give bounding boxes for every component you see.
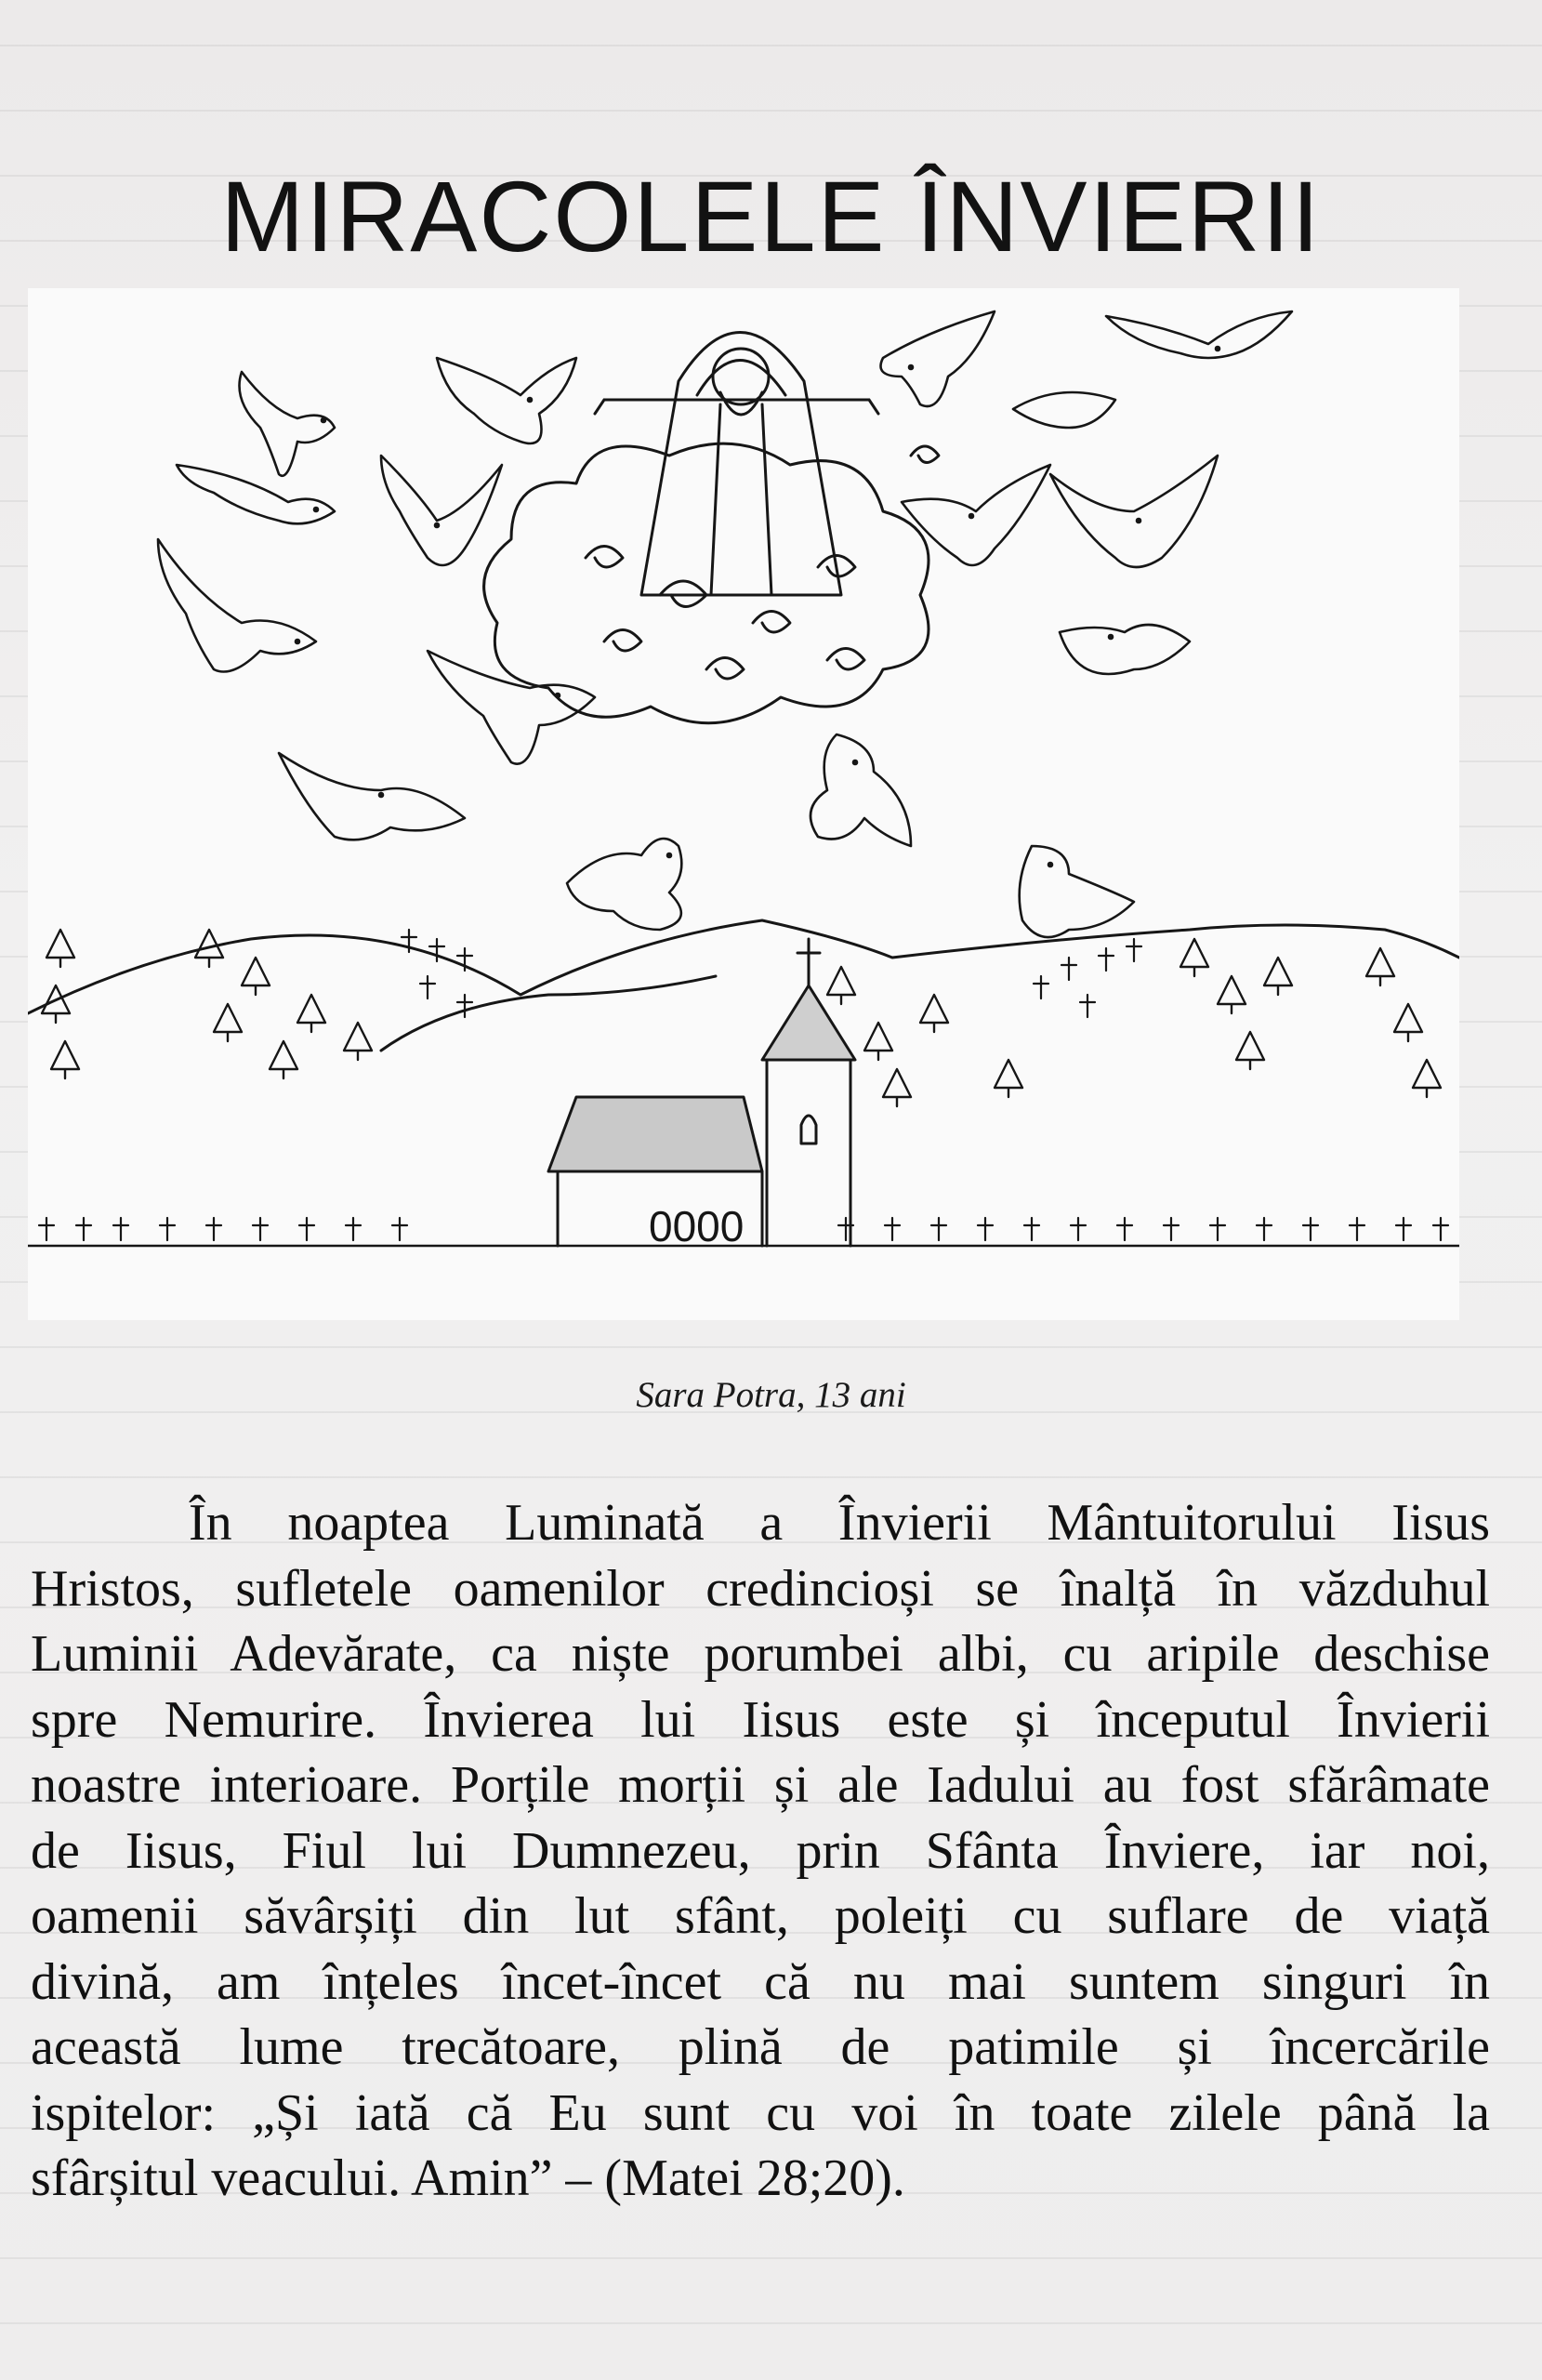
child-drawing-resurrection [28,288,1459,1320]
church-icon [548,939,855,1250]
drawing-caption: Sara Potra, 13 ani [636,1375,906,1415]
body-line: Hristos, sufletele oamenilor credincioși se înalță în văzduhul [31,1559,1490,1618]
body-line: În noaptea Luminată a Învierii Mântuitorului Iisus [189,1494,1490,1552]
body-line: spre Nemurire. Învierea lui Iisus este și începutul Învierii [31,1690,1490,1749]
church-door-text: 0000 [649,1202,745,1250]
body-line: noastre interioare. Porțile morții și ale Iadului au fost sfărâmate [31,1756,1490,1814]
dove-icon [158,311,1292,937]
body-line: ispitelor: „Și iată că Eu sunt cu voi în toate zilele până la [31,2083,1490,2142]
body-line: oamenii săvârșiți din lut sfânt, poleiți cu suflare de viață [31,1887,1490,1945]
body-line: sfârșitul veacului. Amin” – (Matei 28;20). [31,2149,905,2207]
body-line: de Iisus, Fiul lui Dumnezeu, prin Sfânta Înviere, iar noi, [31,1821,1490,1880]
body-line: această lume trecătoare, plină de patimile și încercările [31,2018,1490,2076]
crosses-icon [39,930,1448,1240]
body-line: divină, am înțeles încet-încet că nu mai suntem singuri în [31,1952,1490,2011]
pine-trees-icon [42,930,1441,1106]
body-line: Luminii Adevărate, ca niște porumbei albi, cu aripile deschise [31,1625,1490,1683]
page-title: MIRACOLELE ÎNVIERII [220,160,1322,273]
body-paragraph [31,1490,1490,2212]
